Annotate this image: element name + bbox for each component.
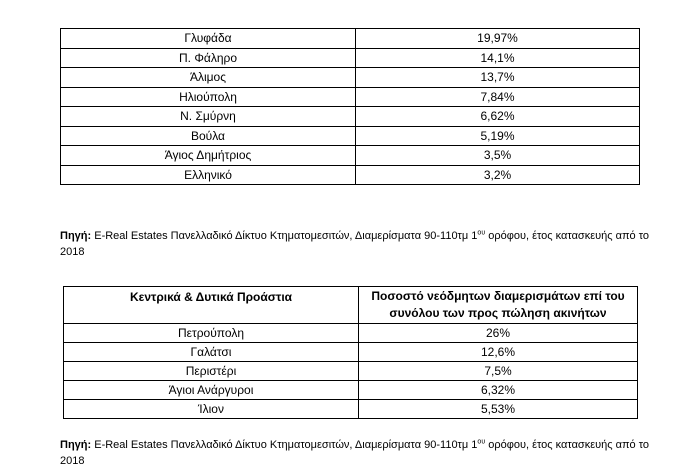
source-note [60,437,660,469]
table-row [61,87,640,107]
table-header-row [64,287,638,324]
value-cell: 12,6% [359,343,638,362]
value-cell: 7,5% [359,362,638,381]
area-cell: Άγιος Δημήτριος [61,146,356,166]
source-note [60,228,660,260]
area-cell: Π. Φάληρο [61,48,356,68]
area-cell: Ίλιον [64,400,359,419]
source-text: E-Real Estates Πανελλαδικό Δίκτυο Κτηματομεσιτών, Διαμερίσματα 90-110τμ 1 [91,439,478,451]
value-cell: 5,19% [356,126,640,146]
source-superscript: ου [477,438,486,446]
value-cell: 3,2% [356,165,640,185]
area-cell: Ηλιούπολη [61,87,356,107]
value-cell: 14,1% [356,48,640,68]
table-row [61,107,640,127]
table-row [61,48,640,68]
table-row [64,343,638,362]
table-row [61,146,640,166]
value-cell: 3,5% [356,146,640,166]
value-cell: 5,53% [359,400,638,419]
table-row [61,68,640,88]
value-cell: 19,97% [356,29,640,49]
table-row [64,324,638,343]
south-suburbs-table [60,28,640,185]
central-west-suburbs-table [63,286,638,419]
value-cell: 26% [359,324,638,343]
area-cell: Γλυφάδα [61,29,356,49]
table-row [64,362,638,381]
value-cell: 7,84% [356,87,640,107]
area-cell: Ν. Σμύρνη [61,107,356,127]
source-text: E-Real Estates Πανελλαδικό Δίκτυο Κτηματομεσιτών, Διαμερίσματα 90-110τμ 1 [91,230,478,242]
value-cell: 6,62% [356,107,640,127]
area-cell: Ελληνικό [61,165,356,185]
source-label: Πηγή: [60,439,92,451]
source-text-end: ορόφου, έτος κατασκευής από το 2018 [60,230,650,258]
area-cell: Περιστέρι [64,362,359,381]
area-cell: Άγιοι Ανάργυροι [64,381,359,400]
area-cell: Βούλα [61,126,356,146]
table-row [61,126,640,146]
area-cell: Άλιμος [61,68,356,88]
area-cell: Πετρούπολη [64,324,359,343]
table-row [64,381,638,400]
table-row [64,400,638,419]
header-value: Ποσοστό νεόδμητων διαμερισμάτων επί του συνόλου των προς πώληση ακινήτων [359,287,638,324]
table-row [61,29,640,49]
area-cell: Γαλάτσι [64,343,359,362]
source-superscript: ου [477,229,486,237]
table-row [61,165,640,185]
source-text-end: ορόφου, έτος κατασκευής από το 2018 [60,439,650,467]
header-area: Κεντρικά & Δυτικά Προάστια [64,287,359,324]
value-cell: 6,32% [359,381,638,400]
source-label: Πηγή: [60,230,92,242]
value-cell: 13,7% [356,68,640,88]
